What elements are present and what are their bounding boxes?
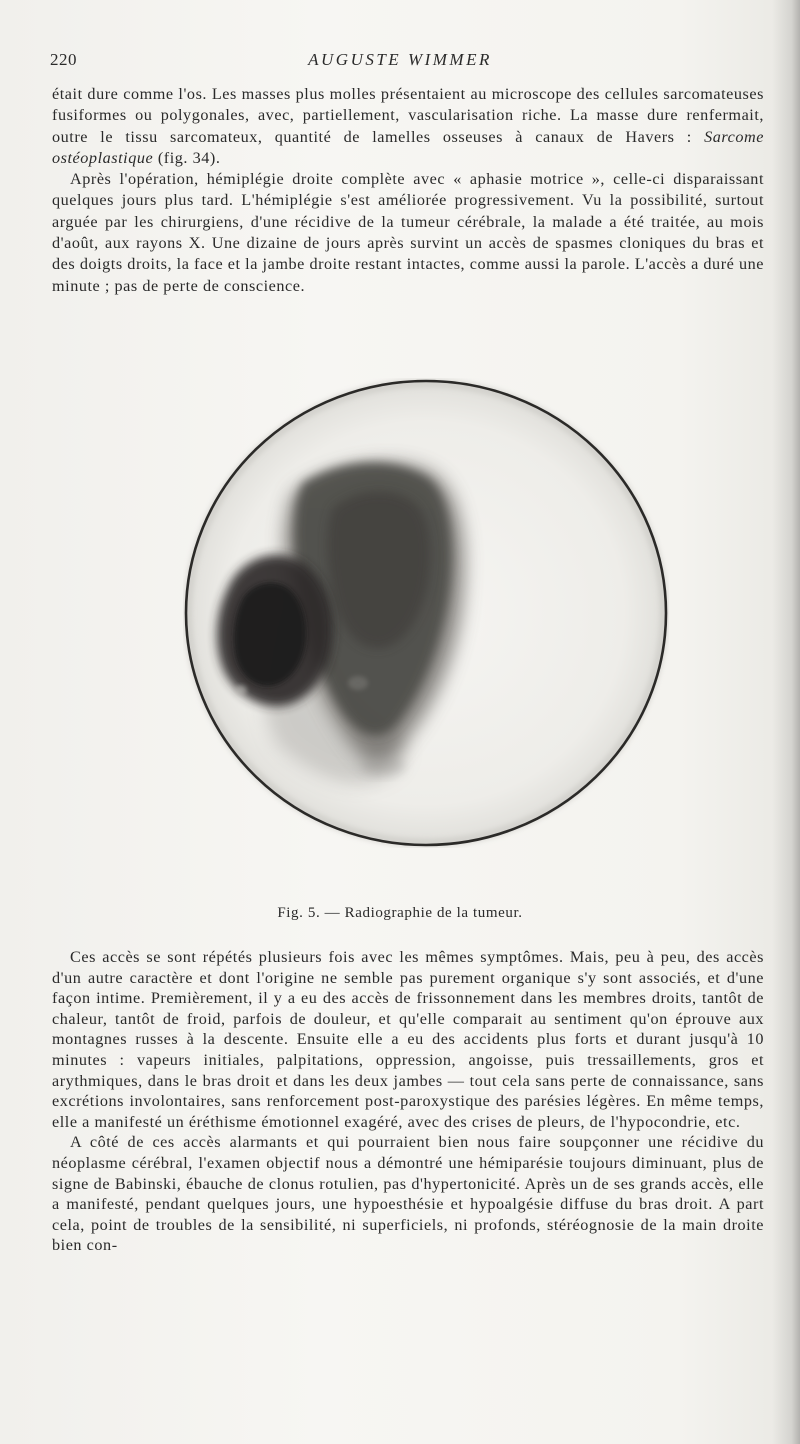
running-head: AUGUSTE WIMMER [308, 50, 492, 69]
paragraph-2: Après l'opération, hémiplégie droite complète avec « aphasie motrice », celle-ci disparaissant quelques jours plus tard. L'hémiplégie s'est améliorée progressivement. Vu la possibilité, surtout arguée par les chirurgiens, d'une récidive de la tumeur cérébrale, la malade a été traitée, au mois d'août, aux rayons X. Une dizaine de jours après survint un accès de spasmes cloniques du bras et des doigts droits, la face et la jambe droite restant intactes, comme aussi la parole. L'accès a duré une minute ; pas de perte de conscience. [52, 170, 764, 295]
paragraph-3: Ces accès se sont répétés plusieurs fois avec les mêmes symptômes. Mais, peu à peu, des accès d'un autre caractère et dont l'origine ne semble pas purement organique s'y sont associés, et d'une façon intime. Premièrement, il y a eu des accès de frissonnement dans les membres droits, tantôt de chaleur, tantôt de froid, parfois de douleur, et qu'elle comparait au sentiment qu'on éprouve aux montagnes russes à la descente. Ensuite elle a eu des accidents plus forts et durant jusqu'à 10 minutes : vapeurs initiales, palpitations, oppression, angoisse, puis tressaillements, gros et arythmiques, dans le bras droit et dans les deux jambes — tout cela sans perte de connaissance, sans excrétions involontaires, sans renforcement post-paroxystique des parésies légères. En même temps, elle a manifesté un éréthisme émotionnel exagéré, avec des crises de pleurs, de l'hypocondrie, etc. [52, 948, 764, 1131]
paragraph-1-end: (fig. 34). [153, 148, 221, 167]
radiograph-figure [183, 378, 669, 848]
paragraph-1-italic: Sarcome ostéoplastique [52, 127, 764, 167]
bottom-text-block [52, 947, 764, 1256]
paragraph-4: A côté de ces accès alarmants et qui pourraient bien nous faire soupçonner une récidive du néoplasme cérébral, l'examen objectif nous a démontré une hémiparésie toujours diminuant, plus de signe de Babinski, ébauche de clonus rotulien, pas d'hypertonicité. Après un de ses grands accès, elle a manifesté, pendant quelques jours, une hypoesthésie et hypoalgésie diffuse du bras droit. A part cela, point de troubles de la sensibilité, ni superficiels, ni profonds, stéréognosie de la main droite bien con- [52, 1133, 764, 1255]
paragraph-1-text: était dure comme l'os. Les masses plus molles présentaient au microscope des cellules sarcomateuses fusiformes ou polygonales, avec, partiellement, vascularisation riche. La masse dure renfermait, outre le tissu sarcomateux, quantité de lamelles osseuses à canaux de Havers : [52, 85, 764, 146]
figure-caption: Fig. 5. — Radiographie de la tumeur. [277, 905, 523, 921]
page-number: 220 [50, 50, 77, 69]
page-edge-shadow [772, 0, 800, 1444]
paragraph-1 [52, 84, 764, 169]
top-text-block [52, 84, 764, 297]
